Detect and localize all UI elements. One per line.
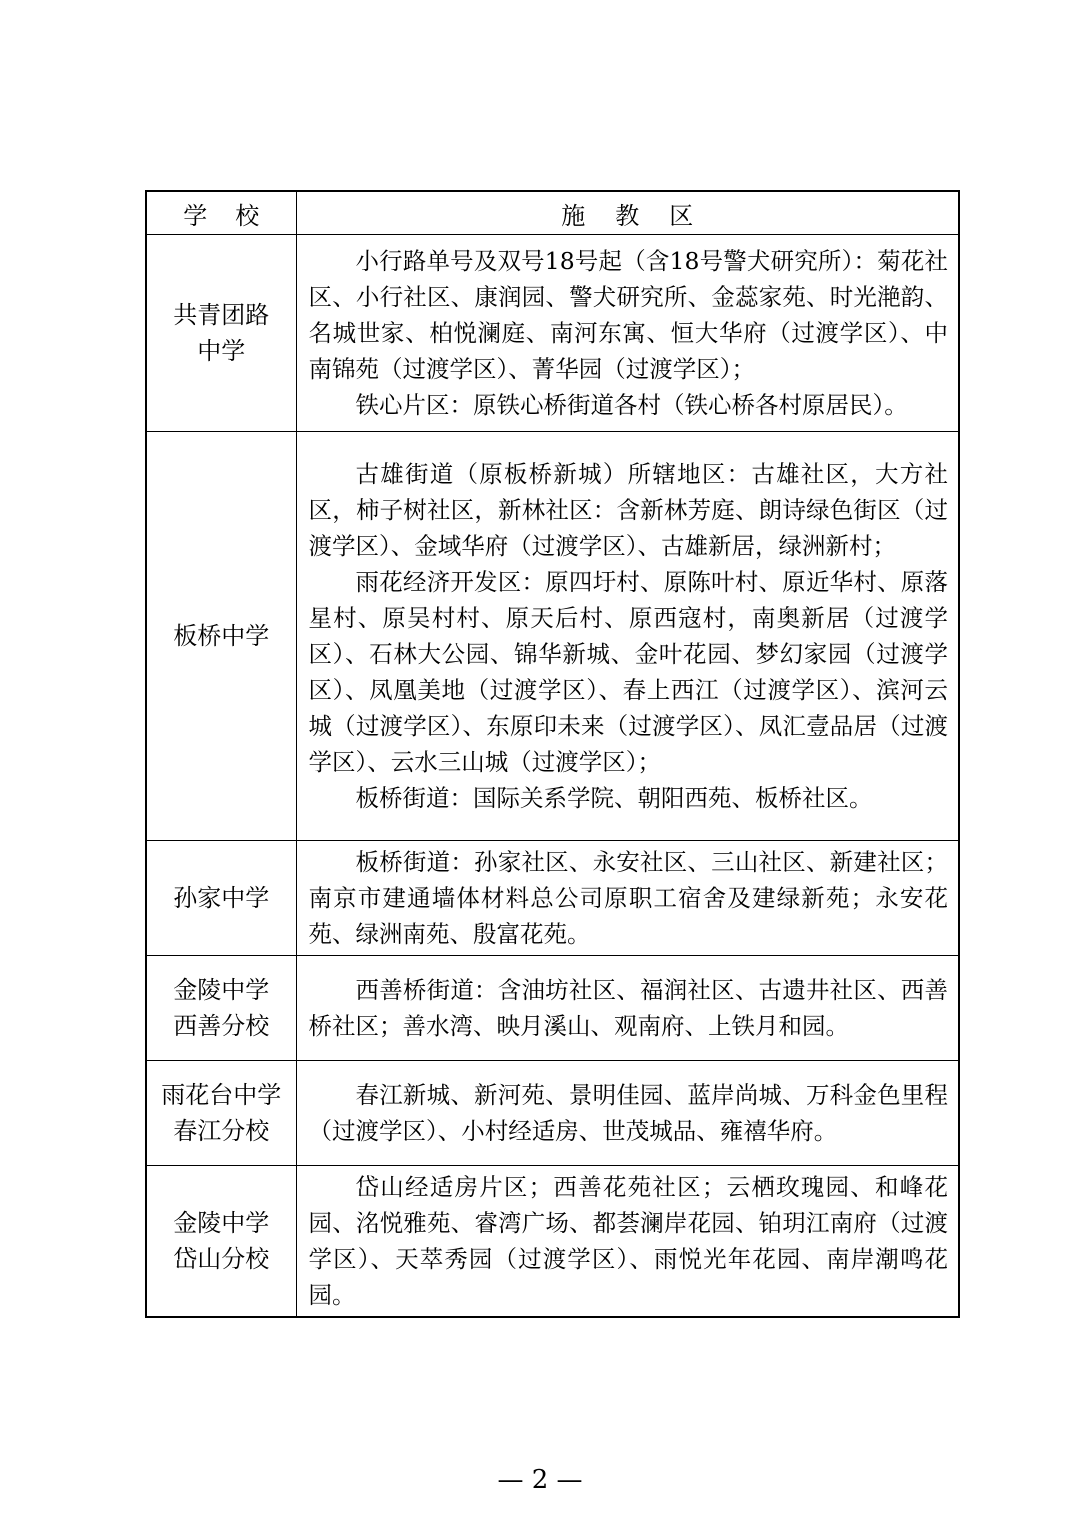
area-cell xyxy=(296,432,959,841)
school-cell xyxy=(146,1166,296,1318)
area-paragraph: 岱山经适房片区；西善花苑社区；云栖玫瑰园、和峰花园、洺悦雅苑、睿湾广场、都荟澜岸花园、铂玥江南府（过渡学区）、天萃秀园（过渡学区）、雨悦光年花园、南岸潮鸣花园。 xyxy=(308,1173,948,1309)
table-header-row xyxy=(146,191,959,235)
school-cell xyxy=(146,1061,296,1166)
school-name-line: 西善分校 xyxy=(173,1012,270,1040)
school-cell xyxy=(146,235,296,432)
school-name-line: 春江分校 xyxy=(173,1117,270,1145)
area-paragraph: 雨花经济开发区：原四圩村、原陈叶村、原近华村、原落星村、原吴村村、原天后村、原西寇村，南奥新居（过渡学区）、石林大公园、锦华新城、金叶花园、梦幻家园（过渡学区）、凤凰美地（过渡学区）、春上西江（过渡学区）、滨河云城（过渡学区）、东原印未来（过渡学区）、凤汇壹品居（过渡学区）、云水三山城（过渡学区）； xyxy=(308,568,948,776)
area-paragraph: 古雄街道（原板桥新城）所辖地区：古雄社区，大方社区，柿子树社区，新林社区：含新林芳庭、朗诗绿色街区（过渡学区）、金域华府（过渡学区）、古雄新居，绿洲新村； xyxy=(308,460,948,560)
area-cell xyxy=(296,956,959,1061)
area-paragraph: 小行路单号及双号18号起（含18号警犬研究所）：菊花社区、小行社区、康润园、警犬研究所、金蕊家苑、时光滟韵、名城世家、柏悦澜庭、南河东寓、恒大华府（过渡学区）、中南锦苑（过渡学区）、菁华园（过渡学区）； xyxy=(308,247,948,383)
school-name-line: 孙家中学 xyxy=(173,884,270,912)
school-name-line: 中学 xyxy=(197,337,246,365)
area-paragraph: 板桥街道：孙家社区、永安社区、三山社区、新建社区；南京市建通墙体材料总公司原职工宿舍及建绿新苑；永安花苑、绿洲南苑、殷富花苑。 xyxy=(308,848,948,948)
table-row xyxy=(146,432,959,841)
area-paragraph: 春江新城、新河苑、景明佳园、蓝岸尚城、万科金色里程（过渡学区）、小村经适房、世茂城品、雍禧华府。 xyxy=(308,1081,948,1145)
table-row xyxy=(146,956,959,1061)
page-number: — 2 — xyxy=(497,1465,583,1495)
table-row xyxy=(146,1166,959,1318)
school-name-line: 金陵中学 xyxy=(173,976,270,1004)
area-paragraph: 西善桥街道：含油坊社区、福润社区、古遗井社区、西善桥社区；善水湾、映月溪山、观南府、上铁月和园。 xyxy=(308,976,948,1040)
school-cell xyxy=(146,956,296,1061)
school-cell xyxy=(146,432,296,841)
school-name-line: 共青团路 xyxy=(173,301,270,329)
area-cell xyxy=(296,841,959,956)
table-row xyxy=(146,1061,959,1166)
school-name-line: 板桥中学 xyxy=(173,622,270,650)
area-cell xyxy=(296,1061,959,1166)
table-row xyxy=(146,235,959,432)
school-name-line: 金陵中学 xyxy=(173,1209,270,1237)
area-paragraph: 板桥街道：国际关系学院、朝阳西苑、板桥社区。 xyxy=(355,784,873,812)
area-paragraph: 铁心片区：原铁心桥街道各村（铁心桥各村原居民）。 xyxy=(355,391,908,419)
school-cell xyxy=(146,841,296,956)
table-row xyxy=(146,841,959,956)
header-school: 学校 xyxy=(146,191,296,235)
header-area: 施教区 xyxy=(296,191,959,235)
school-district-table xyxy=(145,190,960,1318)
school-name-line: 岱山分校 xyxy=(173,1245,270,1273)
area-cell xyxy=(296,235,959,432)
school-name-line: 雨花台中学 xyxy=(161,1081,282,1109)
area-cell xyxy=(296,1166,959,1318)
